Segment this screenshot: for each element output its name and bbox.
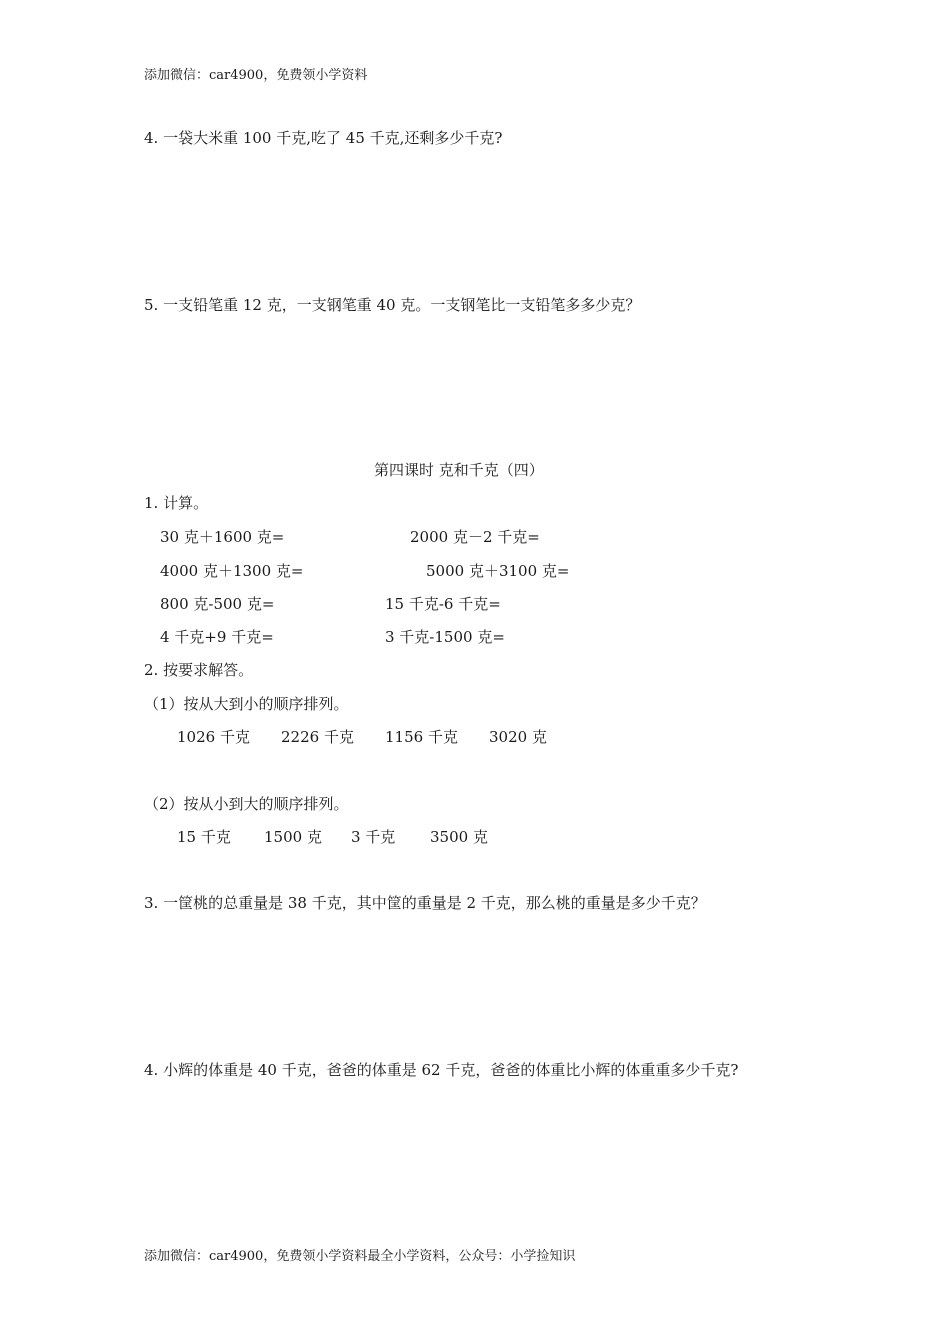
page-header: 添加微信：car4900，免费领小学资料 xyxy=(144,68,368,83)
question-4-prev: 4. 一袋大米重 100 千克,吃了 45 千克,还剩多少千克? xyxy=(144,129,503,147)
calc-row-3-right: 15 千克-6 千克= xyxy=(385,595,501,613)
q2-part2-item: 15 千克 xyxy=(177,828,231,846)
calc-row-3-left: 800 克-500 克= xyxy=(160,595,275,613)
question-5-prev: 5. 一支铅笔重 12 克，一支钢笔重 40 克。一支钢笔比一支铅笔多多少克？ xyxy=(144,296,641,314)
question-4: 4. 小辉的体重是 40 千克，爸爸的体重是 62 千克，爸爸的体重比小辉的体重重多少千克? xyxy=(144,1061,739,1079)
calc-row-4-right: 3 千克-1500 克= xyxy=(385,628,505,646)
q2-part1-item: 1156 千克 xyxy=(385,728,458,746)
lesson-title: 第四课时 克和千克（四） xyxy=(374,461,544,479)
q2-part1-item: 2226 千克 xyxy=(281,728,354,746)
page-footer: 添加微信：car4900，免费领小学资料最全小学资料，公众号：小学捡知识 xyxy=(144,1249,576,1264)
q2-part2-label: （2）按从小到大的顺序排列。 xyxy=(144,795,349,813)
q2-part2-item: 3 千克 xyxy=(351,828,396,846)
q2-part2-item: 1500 克 xyxy=(264,828,322,846)
question-3: 3. 一筐桃的总重量是 38 千克，其中筐的重量是 2 千克，那么桃的重量是多少千克？ xyxy=(144,894,706,912)
q2-part1-label: （1）按从大到小的顺序排列。 xyxy=(144,695,349,713)
calc-row-4-left: 4 千克+9 千克= xyxy=(160,628,274,646)
q2-part1-item: 1026 千克 xyxy=(177,728,250,746)
calc-row-2-right: 5000 克＋3100 克= xyxy=(426,562,570,580)
calc-row-1-left: 30 克＋1600 克= xyxy=(160,528,285,546)
q2-heading: 2. 按要求解答。 xyxy=(144,661,254,679)
q1-heading: 1. 计算。 xyxy=(144,494,209,512)
q2-part1-item: 3020 克 xyxy=(489,728,547,746)
calc-row-2-left: 4000 克＋1300 克= xyxy=(160,562,304,580)
calc-row-1-right: 2000 克－2 千克= xyxy=(410,528,540,546)
q2-part2-item: 3500 克 xyxy=(430,828,488,846)
